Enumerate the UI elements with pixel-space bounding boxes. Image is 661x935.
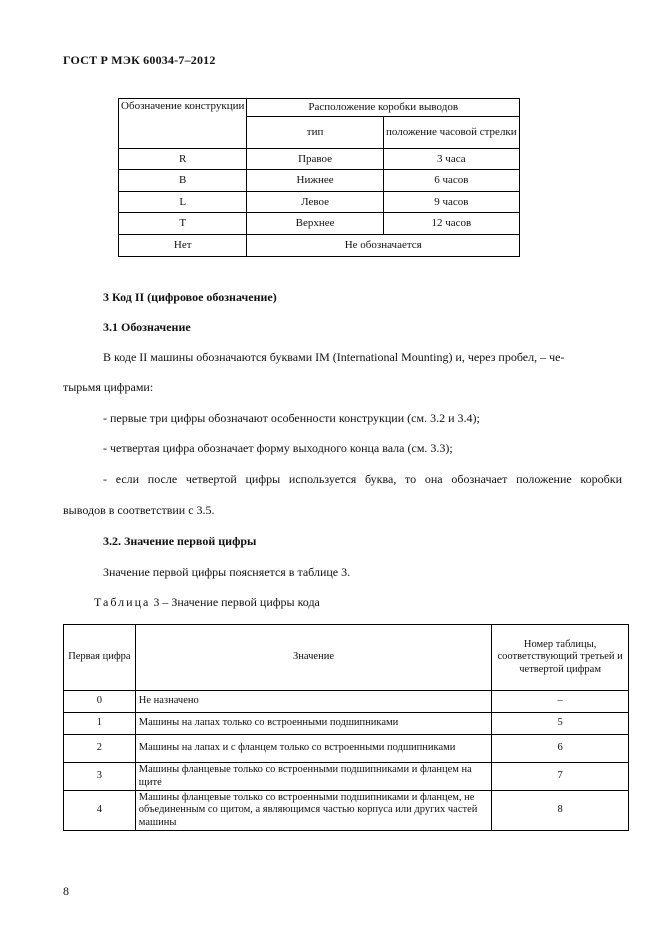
table3-digit: 4 (64, 791, 136, 831)
table3-head-digit: Первая цифра (64, 625, 136, 691)
terminal-box-table (118, 98, 520, 257)
table1-code: B (119, 170, 247, 192)
paragraph-line: тырьмя цифрами: (63, 380, 154, 394)
table1-code: R (119, 149, 247, 170)
table1-position: 6 часов (383, 170, 519, 192)
table1-head-type: тип (247, 117, 383, 149)
table-row (119, 235, 520, 257)
table3-head-tables: Номер таблицы, соответствующий третьей и четвертой цифрам (492, 625, 629, 691)
table-caption (94, 595, 320, 609)
table1-type: Верхнее (247, 213, 383, 235)
table3-digit: 1 (64, 713, 136, 735)
table1-type: Левое (247, 192, 383, 213)
table1-code: L (119, 192, 247, 213)
section-heading: 3 Код II (цифровое обозначение) (103, 290, 277, 304)
table1-type: Нижнее (247, 170, 383, 192)
table1-position: 9 часов (383, 192, 519, 213)
table3-table-number: 8 (492, 791, 629, 831)
table1-code: T (119, 213, 247, 235)
table-row (64, 791, 629, 831)
table-row (119, 149, 520, 170)
table3-table-number: 6 (492, 735, 629, 763)
table-row (64, 735, 629, 763)
table-row (119, 170, 520, 192)
table1-head-designation: Обозначение конструкции (119, 99, 247, 149)
table1-code: Нет (119, 235, 247, 257)
table3-digit: 3 (64, 763, 136, 791)
table3-table-number: 7 (492, 763, 629, 791)
table1-position: 3 часа (383, 149, 519, 170)
table1-position: 12 часов (383, 213, 519, 235)
list-item: - первые три цифры обозначают особенности конструкции (см. 3.2 и 3.4); (103, 411, 480, 425)
first-digit-table (63, 624, 629, 831)
table3-table-number: 5 (492, 713, 629, 735)
table1-value: Не обозначается (247, 235, 520, 257)
table-caption-text: 3 – Значение первой цифры кода (153, 595, 320, 609)
table-row (64, 713, 629, 735)
table3-head-meaning: Значение (135, 625, 491, 691)
table3-meaning: Машины фланцевые только со встроенными подшипниками и фланцем, не объединенным со щитом, а являющимся частью корпуса или других частей машины (135, 791, 491, 831)
table3-meaning: Машины фланцевые только со встроенными подшипниками и фланцем на щите (135, 763, 491, 791)
table-row (119, 213, 520, 235)
subsection-heading: 3.1 Обозначение (103, 320, 191, 334)
document-header: ГОСТ Р МЭК 60034-7–2012 (63, 53, 216, 67)
paragraph-line: В коде II машины обозначаются буквами IM (International Mounting) и, через пробел, – че- (103, 350, 565, 364)
list-item: - если после четвертой цифры используется буква, то она обозначает положение коробки (103, 472, 622, 486)
table3-meaning: Машины на лапах только со встроенными подшипниками (135, 713, 491, 735)
table-row (64, 763, 629, 791)
list-item: - четвертая цифра обозначает форму выходного конца вала (см. 3.3); (103, 441, 453, 455)
table1-head-group: Расположение коробки выводов (247, 99, 520, 117)
paragraph-line: Значение первой цифры поясняется в таблице 3. (103, 565, 351, 579)
table3-meaning: Машины на лапах и с фланцем только со встроенными подшипниками (135, 735, 491, 763)
table1-type: Правое (247, 149, 383, 170)
table3-digit: 2 (64, 735, 136, 763)
subsection-heading: 3.2. Значение первой цифры (103, 534, 257, 548)
table3-meaning: Не назначено (135, 691, 491, 713)
table-row (119, 192, 520, 213)
table1-head-position: положение часовой стрелки (383, 117, 519, 149)
table3-table-number: – (492, 691, 629, 713)
table3-digit: 0 (64, 691, 136, 713)
table-caption-label: Таблица (94, 595, 151, 609)
paragraph-line: выводов в соответствии с 3.5. (63, 503, 215, 517)
page-number: 8 (63, 884, 69, 898)
table-row (64, 691, 629, 713)
